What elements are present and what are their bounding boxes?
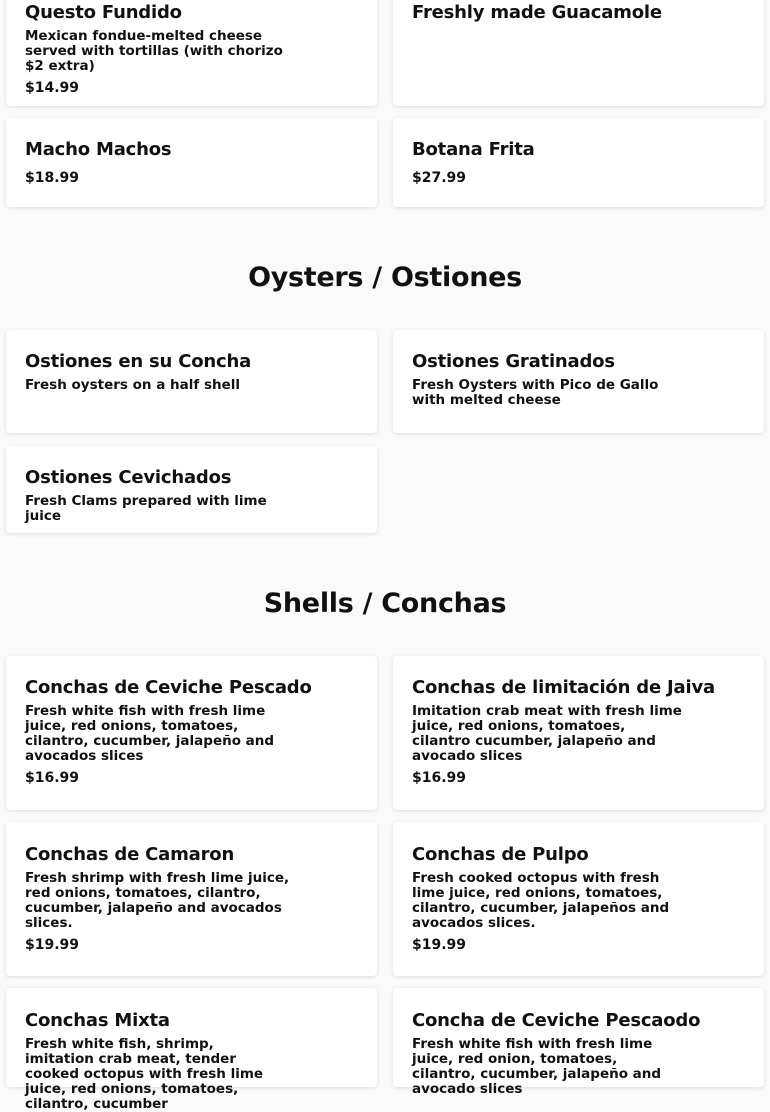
menu-item-title: Ostiones Gratinados	[412, 351, 615, 372]
menu-item-description: Fresh white fish with fresh lime juice, red onion, tomatoes, cilantro, cucumber, jalapeño and avocado slices	[412, 1036, 662, 1097]
menu-item-title: Ostiones Cevichados	[25, 467, 232, 488]
menu-item-title: Conchas Mixta	[25, 1010, 170, 1031]
menu-item-description: Fresh shrimp with fresh lime juice, red onions, tomatoes, cilantro, cucumber, jalapeño and avocados slices.	[25, 870, 290, 931]
menu-item-title: Macho Machos	[25, 139, 172, 160]
menu-item-description: Fresh cooked octopus with fresh lime juice, red onions, tomatoes, cilantro, cucumber, jalapeños and avocados slices.	[412, 870, 670, 931]
menu-item-card[interactable]	[393, 330, 764, 433]
menu-item-price: $19.99	[412, 937, 467, 953]
menu-item-card[interactable]	[6, 988, 377, 1112]
section-title-shells: Shells / Conchas	[263, 588, 507, 619]
menu-item-title: Questo Fundido	[25, 2, 182, 23]
menu-item-description: Fresh white fish with fresh lime juice, red onions, tomatoes, cilantro, cucumber, jalapeño and avocados slices	[25, 703, 275, 764]
menu-item-price: $14.99	[25, 80, 80, 96]
menu-item-title: Botana Frita	[412, 139, 535, 160]
menu-item-card[interactable]	[6, 446, 377, 533]
menu-item-card[interactable]	[6, 118, 377, 207]
menu-item-card[interactable]	[6, 822, 377, 976]
menu-item-card[interactable]	[6, 330, 377, 433]
menu-item-title: Concha de Ceviche Pescaodo	[412, 1010, 701, 1031]
menu-item-card[interactable]	[393, 656, 764, 810]
menu-item-price: $16.99	[25, 770, 80, 786]
menu-item-description: Fresh Clams prepared with lime juice	[25, 493, 267, 524]
menu-item-title: Conchas de limitación de Jaiva	[412, 677, 715, 698]
menu-item-price: $27.99	[412, 170, 467, 186]
menu-item-card[interactable]	[6, 0, 377, 106]
menu-item-price: $19.99	[25, 937, 80, 953]
menu-item-price: $18.99	[25, 170, 80, 186]
menu-item-description: Mexican fondue-melted cheese served with tortillas (with chorizo $2 extra)	[25, 28, 283, 74]
menu-item-title: Freshly made Guacamole	[412, 2, 662, 23]
menu-item-title: Conchas de Ceviche Pescado	[25, 677, 312, 698]
menu-item-description: Fresh oysters on a half shell	[25, 377, 241, 393]
menu-item-description: Fresh Oysters with Pico de Gallo with melted cheese	[412, 377, 659, 408]
menu-item-title: Conchas de Camaron	[25, 844, 235, 865]
menu-item-card[interactable]	[393, 0, 764, 106]
menu-item-price: $16.99	[412, 770, 467, 786]
section-title-oysters: Oysters / Ostiones	[248, 262, 522, 293]
menu-item-card[interactable]	[393, 118, 764, 207]
menu-item-title: Ostiones en su Concha	[25, 351, 252, 372]
menu-item-card[interactable]	[393, 988, 764, 1097]
menu-item-title: Conchas de Pulpo	[412, 844, 589, 865]
menu-item-description: Imitation crab meat with fresh lime juice, red onions, tomatoes, cilantro cucumber, jalapeño and avocado slices	[412, 703, 682, 764]
menu-item-card[interactable]	[393, 822, 764, 976]
menu-item-description: Fresh white fish, shrimp, imitation crab meat, tender cooked octopus with fresh lime juice, red onions, tomatoes, cilantro, cucumber	[25, 1036, 264, 1112]
menu-item-card[interactable]	[6, 656, 377, 810]
